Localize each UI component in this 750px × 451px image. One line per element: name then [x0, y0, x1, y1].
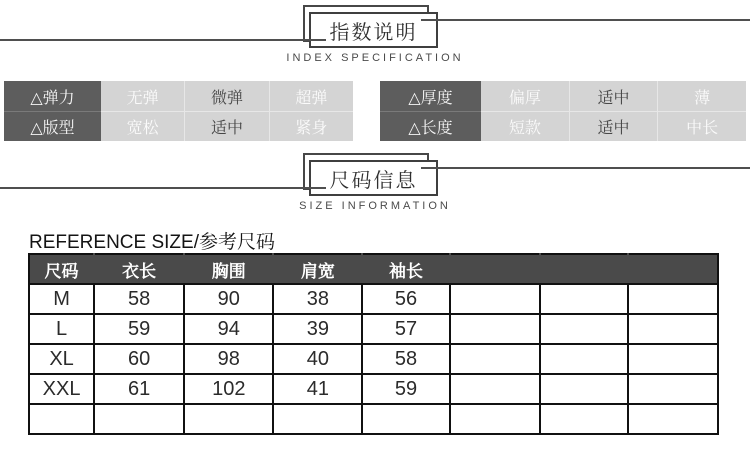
size-cell	[450, 314, 540, 344]
size-info-subtitle: SIZE INFORMATION	[299, 200, 451, 212]
spec-option: 微弹	[184, 81, 268, 111]
size-col-header	[540, 254, 628, 284]
spec-option: 中长	[657, 111, 746, 141]
elasticity-fit-table	[4, 81, 353, 141]
size-cell: 41	[273, 374, 362, 404]
size-cell	[628, 314, 718, 344]
size-cell	[540, 314, 628, 344]
size-cell: L	[29, 314, 94, 344]
size-row	[29, 404, 718, 434]
index-spec-subtitle: INDEX SPECIFICATION	[286, 52, 464, 64]
size-cell: 60	[94, 344, 184, 374]
size-cell: 90	[184, 284, 273, 314]
size-col-header: 尺码	[29, 254, 94, 284]
size-cell	[628, 404, 718, 434]
reference-size-table	[28, 253, 719, 435]
size-col-header	[628, 254, 718, 284]
size-col-header: 肩宽	[273, 254, 362, 284]
size-row	[29, 374, 718, 404]
size-row	[29, 344, 718, 374]
spec-option: 适中	[569, 81, 658, 111]
size-cell	[628, 344, 718, 374]
size-col-header: 袖长	[362, 254, 449, 284]
size-cell: 58	[362, 344, 449, 374]
size-cell	[450, 284, 540, 314]
size-cell: 61	[94, 374, 184, 404]
size-row	[29, 314, 718, 344]
size-cell: XL	[29, 344, 94, 374]
size-cell: 57	[362, 314, 449, 344]
spec-row-header: △版型	[4, 111, 101, 141]
size-cell	[628, 374, 718, 404]
size-cell	[540, 284, 628, 314]
size-cell	[362, 404, 449, 434]
size-cell	[273, 404, 362, 434]
spec-row-header: △厚度	[380, 81, 481, 111]
spec-option: 偏厚	[481, 81, 569, 111]
index-spec-title: 指数说明	[309, 12, 438, 48]
size-cell	[540, 344, 628, 374]
size-info-title: 尺码信息	[309, 160, 438, 196]
size-cell: 38	[273, 284, 362, 314]
size-col-header	[450, 254, 540, 284]
thickness-length-table	[380, 81, 746, 141]
spec-row	[380, 111, 746, 141]
decor-line-left	[0, 39, 326, 41]
spec-row-header: △长度	[380, 111, 481, 141]
spec-option: 薄	[657, 81, 746, 111]
decor-line-right	[421, 167, 750, 169]
size-cell: 98	[184, 344, 273, 374]
size-cell	[94, 404, 184, 434]
spec-option: 宽松	[101, 111, 184, 141]
size-cell	[628, 284, 718, 314]
size-cell	[540, 374, 628, 404]
size-cell: 39	[273, 314, 362, 344]
spec-row	[4, 111, 353, 141]
size-cell: M	[29, 284, 94, 314]
spec-option: 短款	[481, 111, 569, 141]
size-col-header: 胸围	[184, 254, 273, 284]
size-cell	[450, 344, 540, 374]
size-cell	[29, 404, 94, 434]
reference-size-caption: REFERENCE SIZE/参考尺码	[29, 232, 275, 253]
spec-row	[380, 81, 746, 111]
spec-row-header: △弹力	[4, 81, 101, 111]
size-cell: 59	[362, 374, 449, 404]
spec-option: 适中	[184, 111, 268, 141]
spec-option: 超弹	[269, 81, 353, 111]
size-cell	[450, 404, 540, 434]
size-cell	[450, 374, 540, 404]
size-cell: 94	[184, 314, 273, 344]
size-header-row	[29, 254, 718, 284]
spec-option: 适中	[569, 111, 658, 141]
size-cell: 58	[94, 284, 184, 314]
index-spec-header	[0, 0, 750, 70]
size-cell	[184, 404, 273, 434]
size-info-header	[0, 148, 750, 218]
size-col-header: 衣长	[94, 254, 184, 284]
size-cell	[540, 404, 628, 434]
size-cell: 102	[184, 374, 273, 404]
decor-line-left	[0, 187, 326, 189]
size-row	[29, 284, 718, 314]
size-cell: 56	[362, 284, 449, 314]
spec-row	[4, 81, 353, 111]
size-cell: 59	[94, 314, 184, 344]
spec-option: 紧身	[269, 111, 353, 141]
size-cell: 40	[273, 344, 362, 374]
spec-option: 无弹	[101, 81, 184, 111]
decor-line-right	[421, 19, 750, 21]
size-cell: XXL	[29, 374, 94, 404]
